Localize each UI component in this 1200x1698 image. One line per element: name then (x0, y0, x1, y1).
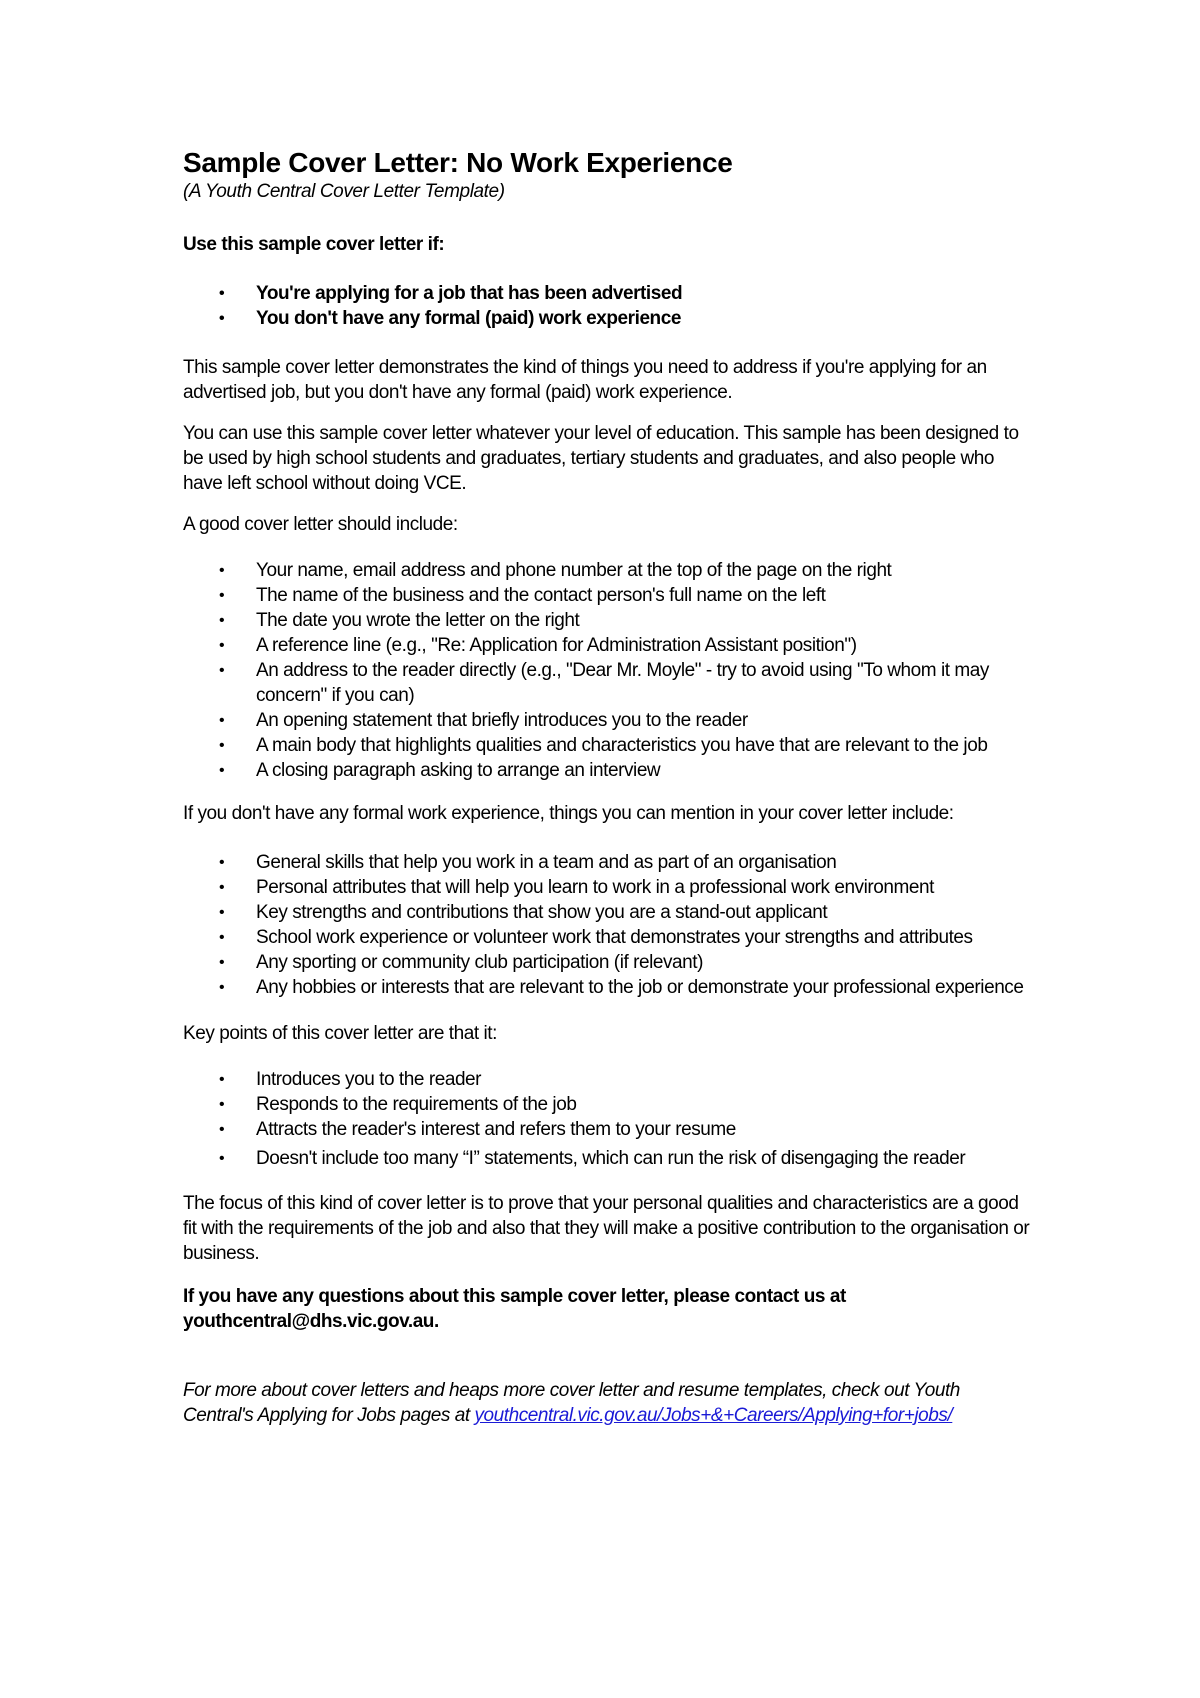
keypoints-heading: Key points of this cover letter are that it: (183, 1023, 497, 1044)
bullet-icon: • (219, 1150, 225, 1167)
bullet-icon: • (219, 562, 225, 579)
list-item: • School work experience or volunteer work that demonstrates your strengths and attributes (219, 927, 973, 948)
list-item: • A closing paragraph asking to arrange an interview (219, 760, 661, 781)
list-item: • Introduces you to the reader (219, 1069, 482, 1090)
list-item: • An address to the reader directly (e.g., "Dear Mr. Moyle" - try to avoid using "To whom it may concern" if you can) (219, 660, 989, 706)
footer-paragraph (183, 1378, 1033, 1428)
keypoints-list (183, 1067, 1033, 1171)
list-item: • Key strengths and contributions that show you are a stand-out applicant (219, 902, 828, 923)
list-item: • A reference line (e.g., "Re: Application for Administration Assistant position") (219, 635, 857, 656)
list-item: • You don't have any formal (paid) work experience (219, 308, 681, 329)
focus-paragraph: The focus of this kind of cover letter is to prove that your personal qualities and characteristics are a good fit with the requirements of the job and also that they will make a positive contribution to the organisation or business. (183, 1193, 1030, 1264)
bullet-icon: • (219, 904, 225, 921)
list-item: • A main body that highlights qualities and characteristics you have that are relevant to the job (219, 735, 988, 756)
bullet-icon: • (219, 854, 225, 871)
list-item: • The name of the business and the contact person's full name on the left (219, 585, 826, 606)
bullet-icon: • (219, 662, 225, 679)
bullet-icon: • (219, 879, 225, 896)
bullet-icon: • (219, 637, 225, 654)
bullet-icon: • (219, 712, 225, 729)
use-heading: Use this sample cover letter if: (183, 234, 445, 255)
bullet-icon: • (219, 1096, 225, 1113)
use-list (183, 281, 1033, 331)
mention-heading: If you don't have any formal work experience, things you can mention in your cover letter include: (183, 803, 954, 824)
education-paragraph: You can use this sample cover letter whatever your level of education. This sample has been designed to be used by high school students and graduates, tertiary students and graduates, and also people who have left school without doing VCE. (183, 423, 1019, 494)
jobs-pages-link[interactable]: youthcentral.vic.gov.au/Jobs+&+Careers/Applying+for+jobs/ (474, 1405, 953, 1426)
list-item: • Any sporting or community club participation (if relevant) (219, 952, 703, 973)
mention-list (183, 850, 1033, 1000)
bullet-icon: • (219, 285, 225, 302)
contact-paragraph: If you have any questions about this sample cover letter, please contact us at youthcentral@dhs.vic.gov.au. (183, 1286, 846, 1332)
list-item: • Attracts the reader's interest and refers them to your resume (219, 1119, 736, 1140)
list-item: • Personal attributes that will help you learn to work in a professional work environment (219, 877, 934, 898)
document-page (183, 146, 1033, 1428)
list-item: • You're applying for a job that has been advertised (219, 283, 683, 304)
bullet-icon: • (219, 612, 225, 629)
document-subtitle: (A Youth Central Cover Letter Template) (183, 181, 505, 202)
footer-text: For more about cover letters and heaps more cover letter and resume templates, check out Youth Central's Applying for Jobs pages at (183, 1380, 960, 1426)
bullet-icon: • (219, 737, 225, 754)
list-item: • The date you wrote the letter on the right (219, 610, 580, 631)
bullet-icon: • (219, 929, 225, 946)
bullet-icon: • (219, 310, 225, 327)
include-list (183, 558, 1033, 783)
bullet-icon: • (219, 979, 225, 996)
bullet-icon: • (219, 1071, 225, 1088)
list-item: • An opening statement that briefly introduces you to the reader (219, 710, 748, 731)
bullet-icon: • (219, 954, 225, 971)
list-item: • General skills that help you work in a team and as part of an organisation (219, 852, 837, 873)
include-heading: A good cover letter should include: (183, 514, 458, 535)
list-item: • Responds to the requirements of the job (219, 1094, 577, 1115)
document-title: Sample Cover Letter: No Work Experience (183, 147, 733, 178)
list-item: • Doesn't include too many “I” statements, which can run the risk of disengaging the reader (219, 1148, 966, 1169)
list-item: • Your name, email address and phone number at the top of the page on the right (219, 560, 892, 581)
bullet-icon: • (219, 587, 225, 604)
bullet-icon: • (219, 762, 225, 779)
list-item: • Any hobbies or interests that are relevant to the job or demonstrate your professional experience (219, 977, 1024, 998)
bullet-icon: • (219, 1121, 225, 1138)
intro-paragraph: This sample cover letter demonstrates the kind of things you need to address if you're applying for an advertised job, but you don't have any formal (paid) work experience. (183, 357, 987, 403)
